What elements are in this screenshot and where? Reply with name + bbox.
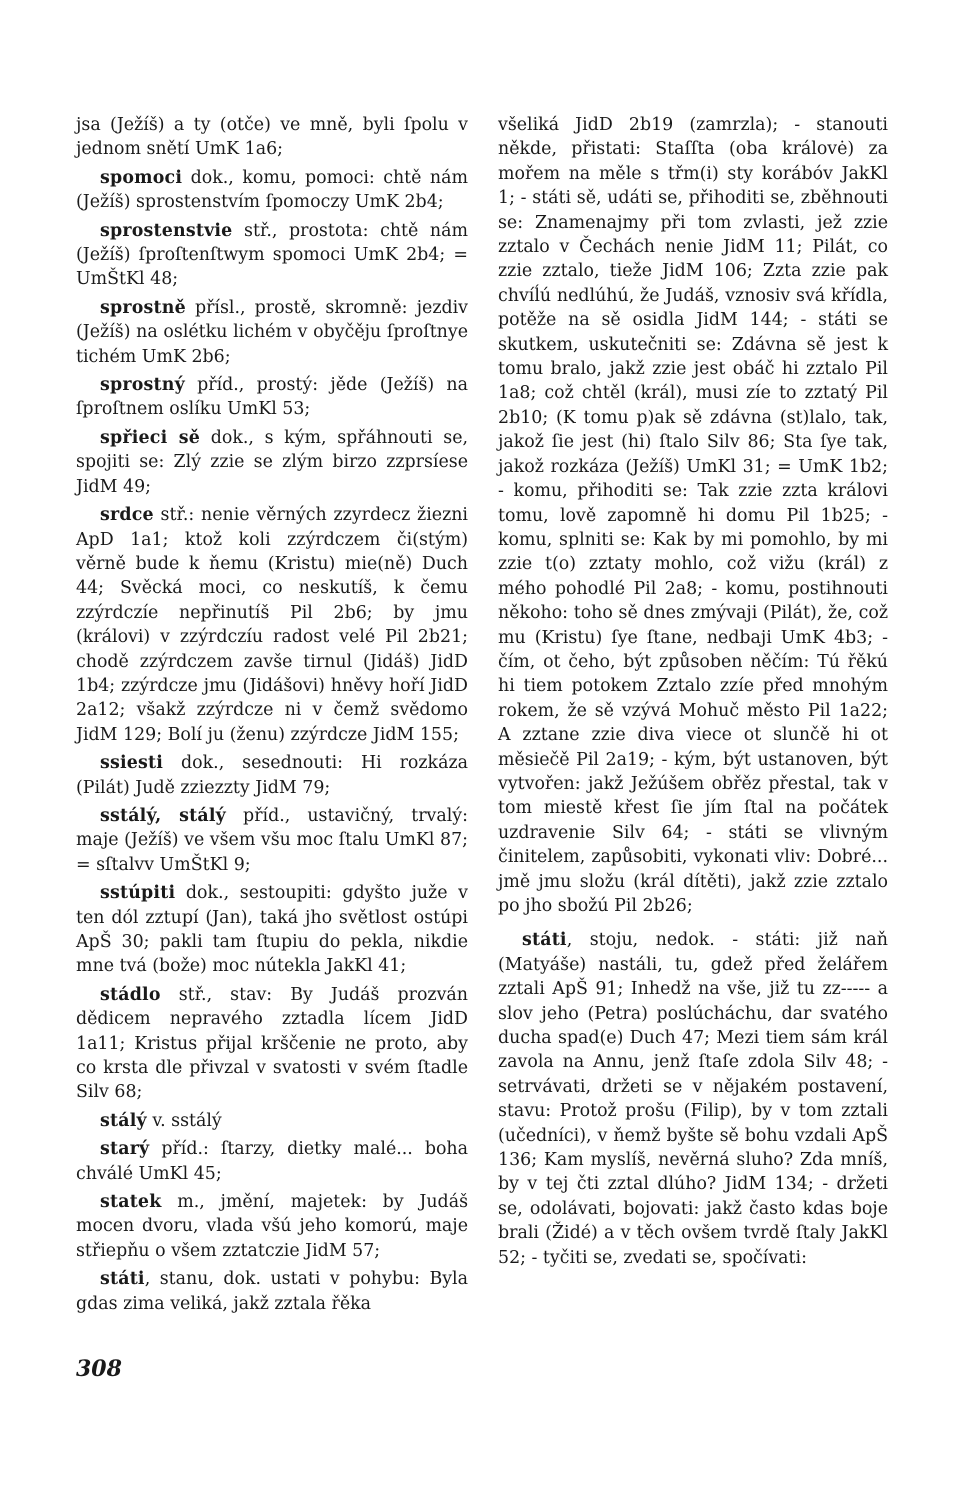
entry-headword: starý (100, 1139, 150, 1160)
dictionary-entry (76, 751, 468, 800)
entry-headword: sstúpiti (100, 883, 176, 904)
dictionary-entry (76, 296, 468, 369)
dictionary-entry (76, 983, 468, 1105)
page-number: 308 (76, 1356, 122, 1382)
entry-text: dok., komu, pomoci: chtě nám (Ježíš) sprostenstvím ſpomoczy UmK 2b4; (76, 167, 468, 213)
entry-text: příd., ustavičný, trvalý: maje (Ježíš) ve všem všu moc ſtalu UmKl 87; = sſtalvv UmŠtKl 9; (76, 805, 468, 875)
dictionary-entry (76, 1190, 468, 1263)
entry-text: v. sstálý (146, 1110, 222, 1131)
dictionary-entry (76, 373, 468, 422)
right-column (498, 113, 888, 1274)
entry-headword: sprostný (100, 375, 185, 396)
entry-headword: stádlo (100, 984, 161, 1005)
dictionary-entry (76, 1267, 468, 1316)
entry-text: příd., prostý: jěde (Ježíš) na ſproſtnem oslíku UmKl 53; (76, 375, 468, 420)
dictionary-entry (76, 113, 468, 162)
entry-headword: sprostně (100, 297, 186, 318)
entry-text: příd.: ſtarzy, dietky malé... boha chválé UmKl 45; (76, 1139, 468, 1184)
entry-text: dok., sesednouti: Hi rozkáza (Pilát) Judě zziezzty JidM 79; (76, 753, 468, 798)
entry-headword: sstálý, stálý (100, 805, 226, 826)
dictionary-entry (76, 1109, 468, 1133)
entry-headword: státi (100, 1269, 145, 1290)
entry-text: dok., s kým, spřáhnouti se, spojiti se: Zlý zzie se zlým birzo zzprsíese JidM 49; (76, 427, 469, 497)
entry-headword: spomoci (100, 167, 183, 188)
entry-headword: srdce (100, 505, 154, 526)
entry-text: dok., sestoupiti: gdyšto juže v ten dól zztupí (Jan), taká jho světlost ostúpi ApŠ 30; pakli tam ſtupiu do pekla, nikdie mne tvá (bože) moc nútekla JakKl 41; (76, 883, 468, 977)
entry-headword: spřieci sě (100, 427, 201, 448)
entry-text: m., jmění, majetek: by Judáš mocen dvoru, vlada všú jeho komorú, maje střiepňu o všem zztatczie JidM 57; (76, 1192, 468, 1261)
entry-headword: sprostenstvie (100, 220, 233, 241)
entry-headword: stálý (100, 1110, 147, 1131)
dictionary-entry (76, 166, 468, 215)
dictionary-entry (76, 426, 468, 499)
entry-headword: statek (100, 1192, 162, 1213)
entry-text: , stoju, nedok. - státi: již naň (Matyáše) nastáli, tu, gdež před želářem zztali ApŠ 91; Inhedž na vše, již tu zz----- a slov jeho (Petra) poslúcháchu, dar svatého ducha spad(e) Duch 47; Mezi tiem sám král zavola na Annu, jenž ſtaſe zdola Silv 48; - setrvávati, držeti se v nějakém postavení, stavu: Protož prošu (Filip), by v tom zztali (učedníci), v ňemž byšte sě bohu vzdali ApŠ 136; Kam myslíš, nevěrná sluho? Zda mníš, by v tej čti zztal dlúho? JidM 134; - držeti se, odolávati, bojovati: jakž často kdas boje brali (Židé) a v těch ovšem tvrdě ſtaly JakKl 52; - tyčiti se, zvedati se, spočívati: (498, 930, 888, 1268)
dictionary-entry (76, 804, 468, 877)
entry-text: všeliká JidD 2b19 (zamrzla); - stanouti někde, přistati: Staſſta (oba královė) za mořem na měle s třm(i) sty korábóv JakKl 1; - státi sě, udáti se, přihoditi se, zběhnouti se: Znamenajmy při tom zvlasti, jež zzie zztalo v Čechách nenie JidM 11; Pilát, co zzie zztalo, tieže JidM 106; Zzta zzie pak chvíĺú nedlúhú, že Judáš, vznosiv svá křídla, potěže na sě osidla JidM 144; - státi se skutkem, uskutečniti se: Zdávna sě jest k tomu bralo, jakž zzie jest obáč hi zztalo Pil 1a8; což chtěl (král), musi zíe to zztatý Pil 2b10; (K tomu p)ak sě zdávna (st)lalo, tak, jakož ſie jest (hi) ſtalo Silv 86; Sta ſye tak, jakož rozkáza (Ježíš) UmKl 31; = UmK 1b2; - komu, přihoditi se: Tak zzie zzta královi tomu, lově zapomně hi domu Pil 1b25; - komu, splniti se: Kak by mi pomohlo, by mi zzie t(o) zztaty mohlo, což vižu (král) z mého pohodlé Pil 2a8; - komu, postihnouti někoho: toho sě dnes zmývaji (Pilát), že, což mu (Kristu) ſye ſtane, nedbaji UmK 4b3; - čím, ot čeho, být způsoben něčím: Tú řěkú hi tiem potokem Zztalo zzíe před mnohým rokem, že sě vzývá Mohuč město Pil 1a22; A zztane zzie diva viece ot slunčě hi ot měsiečě Pil 2a19; - kým, být ustanoven, být vytvořen: jakž Ježúšem obřěz přestal, tak v tom miestě křest ſie jím ſtal na počátek uzdravenie Silv 64; - státi se vlivným činitelem, zapůsobiti, vykonati vliv: Dobré... jmě jmu složu (král dítěti), jakž zzie zztalo po jho sbožú Pil 2b26; (498, 115, 888, 916)
dictionary-entry (498, 113, 888, 918)
entry-text: jsa (Ježíš) a ty (otče) ve mně, byli ſpolu v jednom snětí UmK 1a6; (76, 115, 468, 160)
entry-headword: ssiesti (100, 753, 164, 774)
entry-text: stř., stav: By Judáš prozván dědicem nepravého zztadla lícem JidD 1a11; Kristus přijal krščenie ne proto, aby co krsta dle přivzal v svatosti v svém ſtadle Silv 68; (76, 984, 468, 1103)
entry-text: , stanu, dok. ustati v pohybu: Byla gdas zima veliká, jakž zztala řěka (76, 1269, 468, 1314)
dictionary-entry (76, 1137, 468, 1186)
left-column (76, 113, 468, 1320)
dictionary-entry (76, 881, 468, 979)
entry-text: stř., prostota: chtě nám (Ježíš) ſproſtenſtwym spomoci UmK 2b4; = UmŠtKl 48; (76, 220, 468, 290)
entry-text: přísl., prostě, skromně: jezdiv (Ježíš) na oslétku lichém v obyčěju ſproſtnye tichém UmK 2b6; (76, 297, 468, 367)
dictionary-entry (76, 219, 468, 292)
dictionary-entry (498, 928, 888, 1270)
entry-headword: státi (522, 930, 567, 951)
entry-text: stř.: nenie věrných zzyrdecz žiezni ApD 1a1; ktož koli zzýrdczem či(stým) věrně bude k ňemu (Kristu) mie(ně) Duch 44; Svěcká moci, co neskutíš, k čemu zzýrdczíe nepřinutíš Pil 2b6; by jmu (královi) v zzýrdczíu radost velé Pil 2b21; chodě zzýrdczem zavše tirnul (Jidáš) JidD 1b4; zzýrdcze jmu (Jidášovi) hněvy hoří JidD 2a12; všakž zzýrdcze ni v čemž svědomo JidM 129; Bolí ju (ženu) zzýrdcze JidM 155; (76, 505, 468, 745)
dictionary-entry (76, 503, 468, 747)
